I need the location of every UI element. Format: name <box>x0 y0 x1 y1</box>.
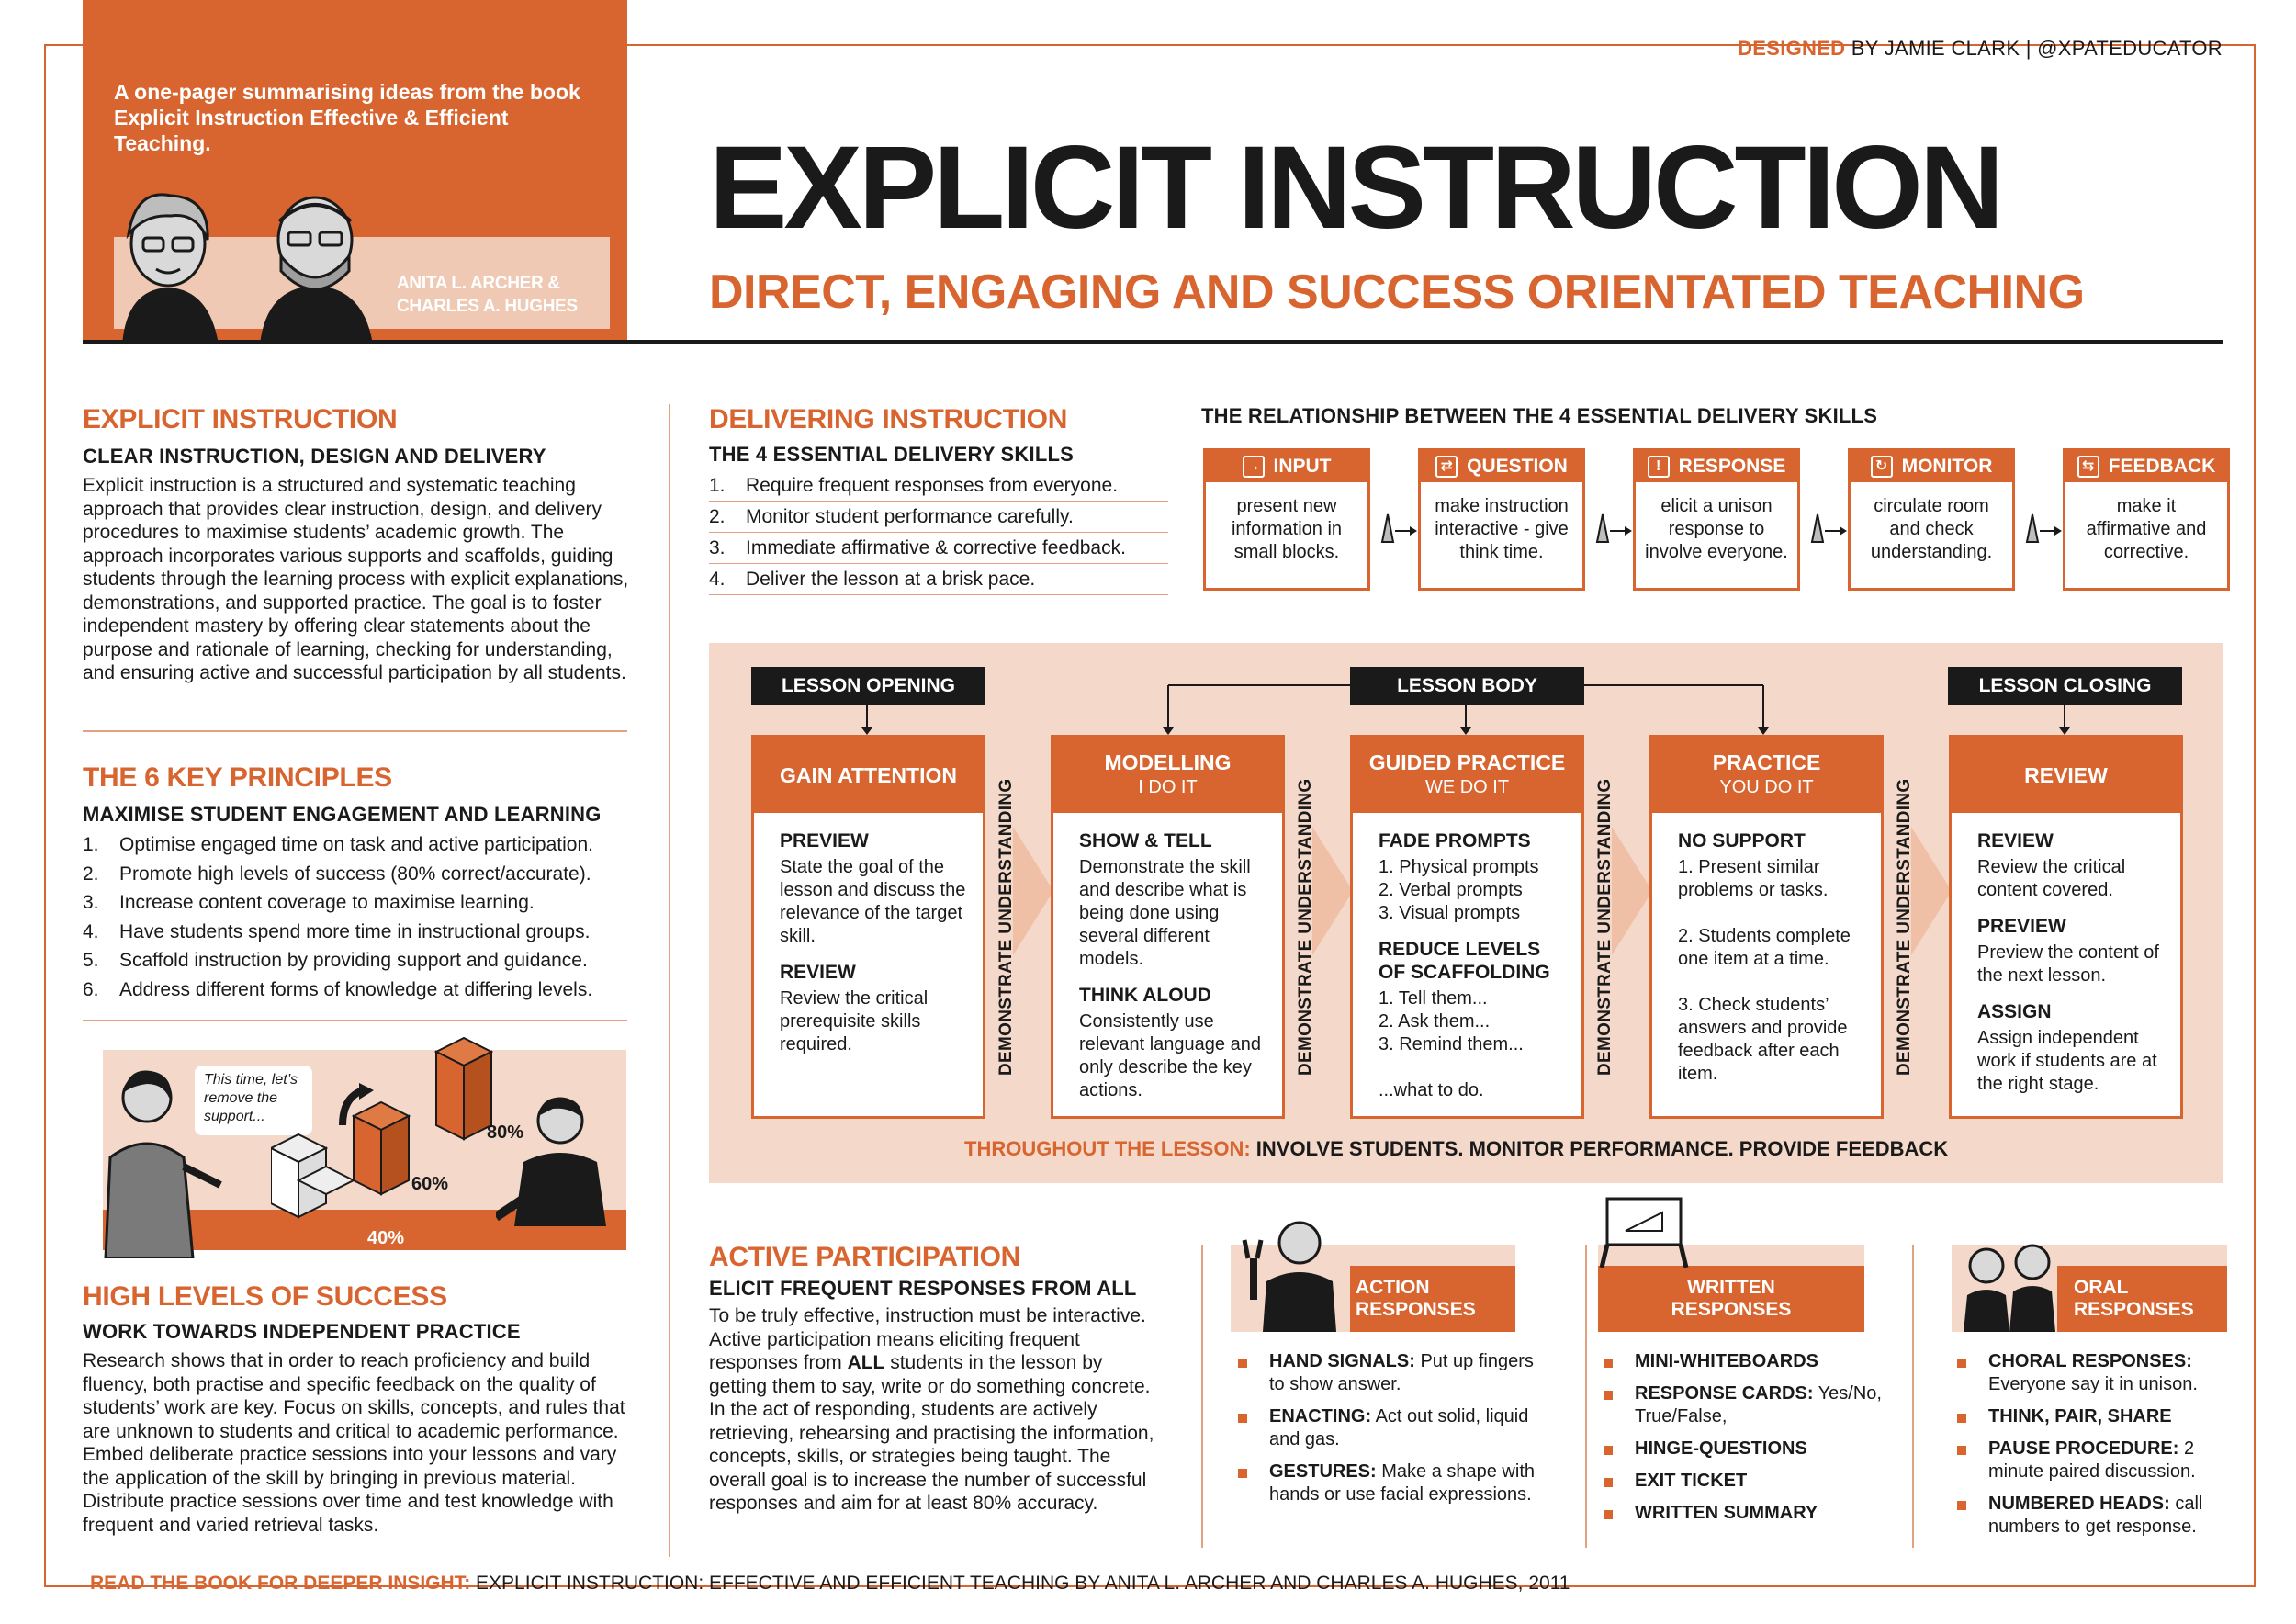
divider <box>83 1020 627 1021</box>
metronome-arrow-icon <box>1801 511 1847 547</box>
throughout-banner <box>964 1137 1948 1161</box>
list-item <box>709 502 1168 533</box>
lesson-stage-review <box>1949 735 2183 1119</box>
list-item <box>709 470 1168 502</box>
response-icon: ! <box>1648 456 1670 478</box>
response-item-text: 2 minute paired discussion. <box>1988 1438 2196 1482</box>
explicit-title: EXPLICIT INSTRUCTION <box>83 404 398 434</box>
participation-section <box>709 1242 1159 1516</box>
oral-responses-heading: ORAL RESPONSES <box>2057 1266 2227 1332</box>
item-text: Have students spend more time in instructional groups. <box>119 920 591 942</box>
written-responses-list <box>1598 1350 1901 1534</box>
list-item <box>83 888 652 918</box>
participation-body: To be truly effective, instruction must be interactive. Active participation means eliciting frequent responses from ALL students in the lesson by getting them to say, write or do something concrete. In the act of responding, students are actively retrieving, rehearsing and practising the information, concepts, skills, or strategies being taught. The overall goal is to increase the number of successful responses and aim for at least 80% accuracy. <box>709 1305 1154 1514</box>
stage-heading: PREVIEW <box>780 830 869 851</box>
action-responses-list <box>1232 1350 1536 1516</box>
explicit-subtitle: CLEAR INSTRUCTION, DESIGN AND DELIVERY <box>83 445 546 468</box>
response-item <box>1232 1460 1536 1506</box>
delivery-step-label: RESPONSE <box>1678 456 1786 477</box>
item-text: Monitor student performance carefully. <box>746 506 1074 527</box>
author-portrait-hughes-icon <box>246 179 384 344</box>
response-item <box>1598 1438 1901 1460</box>
delivery-step-header <box>1636 451 1797 482</box>
stage-text: 1. Physical prompts 2. Verbal prompts 3. Visual prompts <box>1379 857 1539 923</box>
column-divider <box>669 404 670 1557</box>
response-item-text: Act out solid, liquid and gas. <box>1269 1406 1529 1449</box>
response-item-text: Put up fingers to show answer. <box>1269 1351 1534 1394</box>
stage-text: Review the critical prerequisite skills required. <box>780 988 929 1054</box>
stage-text: Demonstrate the skill and describe what is being done using several different models. <box>1079 857 1251 969</box>
whiteboard-figure-icon <box>1598 1194 1699 1268</box>
delivery-step-question <box>1418 448 1585 591</box>
item-number: 1. <box>709 475 726 496</box>
author-portrait-archer-icon <box>99 179 237 344</box>
participation-subtitle: ELICIT FREQUENT RESPONSES FROM ALL <box>709 1277 1137 1300</box>
explicit-section <box>83 404 634 685</box>
stage-heading: NO SUPPORT <box>1678 830 1806 851</box>
response-item-label: HAND SIGNALS: <box>1269 1351 1415 1371</box>
stage-heading: ASSIGN <box>1977 1001 2052 1022</box>
lesson-body-tag: LESSON BODY <box>1350 667 1584 705</box>
footer-label: READ THE BOOK FOR DEEPER INSIGHT: <box>90 1573 471 1594</box>
stage-header <box>1652 738 1881 813</box>
demonstrate-understanding-label: DEMONSTRATE UNDERSTANDING <box>996 778 1016 1076</box>
response-item-label: CHORAL RESPONSES: <box>1988 1351 2192 1371</box>
delivery-step-header <box>2065 451 2227 482</box>
lesson-stage-modelling <box>1051 735 1285 1119</box>
action-responses-heading: ACTION RESPONSES <box>1350 1266 1515 1332</box>
demonstrate-understanding-divider <box>987 735 1052 1119</box>
delivery-step-monitor <box>1848 448 2015 591</box>
response-item <box>1598 1470 1901 1493</box>
success-body: Research shows that in order to reach proficiency and build fluency, both practise and specific feedback on the quality of students’ work are key. Focus on skills, concepts, and rules that are unknown to students and critical to academic performance. Embed deliberate practice sessions into your lessons and vary the application of the skill by bringing in previous material. Distribute practice sessions over time and test knowledge with frequent and varied retrieval tasks. <box>83 1350 625 1536</box>
success-40-label: 40% <box>367 1228 405 1248</box>
stage-header <box>754 738 983 813</box>
response-item-label: EXIT TICKET <box>1635 1471 1748 1491</box>
stage-text: Consistently use relevant language and only describe the key actions. <box>1079 1011 1261 1100</box>
stage-heading: SHOW & TELL <box>1079 830 1212 851</box>
principles-subtitle: MAXIMISE STUDENT ENGAGEMENT AND LEARNING <box>83 803 602 826</box>
response-item-label: GESTURES: <box>1269 1461 1377 1482</box>
item-number: 5. <box>83 950 99 971</box>
principles-title: THE 6 KEY PRINCIPLES <box>83 762 392 793</box>
authors-label <box>397 272 578 318</box>
monitor-icon: ↻ <box>1871 456 1893 478</box>
principles-list <box>83 830 652 1004</box>
stage-text: State the goal of the lesson and discuss the relevance of the target skill. <box>780 857 966 946</box>
divider <box>83 730 627 732</box>
stage-header <box>1353 738 1581 813</box>
speech-bubble: This time, let’s remove the support... <box>195 1066 312 1135</box>
delivery-step-header <box>1851 451 2012 482</box>
intro-text: A one-pager summarising ideas from the book Explicit Instruction Effective & Efficient Teaching. <box>114 80 580 155</box>
demonstrate-understanding-divider <box>1885 735 1950 1119</box>
demonstrate-understanding-divider <box>1586 735 1650 1119</box>
response-item-text: Yes/No, True/False, <box>1635 1383 1882 1427</box>
page-title: EXPLICIT INSTRUCTION <box>709 122 2001 254</box>
response-item <box>1232 1405 1536 1451</box>
response-item <box>1952 1350 2236 1396</box>
item-number: 3. <box>709 537 726 558</box>
feedback-icon: ⇆ <box>2077 456 2099 478</box>
delivering-subtitle: THE 4 ESSENTIAL DELIVERY SKILLS <box>709 443 1074 466</box>
divider <box>1585 1245 1587 1548</box>
stage-heading: THINK ALOUD <box>1079 985 1211 1006</box>
stage-text: Assign independent work if students are at the right stage. <box>1977 1028 2157 1094</box>
stage-title: GUIDED PRACTICE <box>1368 750 1566 774</box>
authors-line-1: ANITA L. ARCHER & <box>397 274 560 293</box>
response-item <box>1952 1493 2236 1539</box>
question-icon: ⇄ <box>1435 456 1458 478</box>
list-item <box>83 830 652 860</box>
list-item <box>83 946 652 976</box>
list-item <box>709 564 1168 595</box>
success-section <box>83 1281 634 1537</box>
response-item-label: HINGE-QUESTIONS <box>1635 1438 1807 1459</box>
metronome-arrow-icon <box>1371 511 1417 547</box>
delivery-step-text: elicit a unison response to involve everyone. <box>1645 496 1788 562</box>
stage-title: REVIEW <box>2024 762 2108 787</box>
metronome-arrow-icon <box>2016 511 2062 547</box>
stage-heading: PREVIEW <box>1977 916 2066 937</box>
item-number: 2. <box>709 506 726 527</box>
written-responses-heading: WRITTEN RESPONSES <box>1598 1266 1864 1332</box>
input-icon: → <box>1243 456 1265 478</box>
response-item-label: THINK, PAIR, SHARE <box>1988 1406 2172 1427</box>
metronome-arrow-icon <box>1586 511 1632 547</box>
delivering-title: DELIVERING INSTRUCTION <box>709 404 1068 434</box>
response-item-text: call numbers to get response. <box>1988 1494 2203 1537</box>
stage-heading: REVIEW <box>1977 830 2054 851</box>
success-subtitle: WORK TOWARDS INDEPENDENT PRACTICE <box>83 1320 521 1343</box>
delivery-step-feedback <box>2063 448 2230 591</box>
header-rule <box>83 340 2223 344</box>
divider <box>1912 1245 1914 1548</box>
stage-body <box>1952 813 2180 1096</box>
response-item <box>1598 1502 1901 1525</box>
list-item <box>709 533 1168 564</box>
response-item-label: MINI-WHITEBOARDS <box>1635 1351 1818 1371</box>
item-number: 4. <box>709 569 726 590</box>
delivering-section <box>709 404 1168 595</box>
stage-body <box>1652 813 1881 1086</box>
item-number: 2. <box>83 863 99 885</box>
response-item-text: Make a shape with hands or use facial expressions. <box>1269 1461 1536 1505</box>
stage-title: PRACTICE <box>1712 750 1821 774</box>
item-text: Promote high levels of success (80% correct/accurate). <box>119 863 591 885</box>
authors-line-2: CHARLES A. HUGHES <box>397 297 578 316</box>
response-item <box>1598 1350 1901 1373</box>
lesson-stage-guided-practice <box>1350 735 1584 1119</box>
delivery-step-response <box>1633 448 1800 591</box>
list-item <box>83 918 652 947</box>
delivery-step-label: MONITOR <box>1901 456 1993 477</box>
stage-body <box>1053 813 1282 1102</box>
item-number: 3. <box>83 892 99 913</box>
footer-text: EXPLICIT INSTRUCTION: EFFECTIVE AND EFFICIENT TEACHING BY ANITA L. ARCHER AND CHARLES A. HUGHES, 2011 <box>470 1573 1570 1594</box>
designer-credit <box>1738 37 2223 61</box>
footer <box>90 1573 1570 1595</box>
response-item-label: RESPONSE CARDS: <box>1635 1383 1814 1404</box>
stage-text: 1. Tell them... 2. Ask them... 3. Remind them... ...what to do. <box>1379 988 1524 1100</box>
response-item <box>1952 1405 2236 1428</box>
student-figure-icon <box>496 1088 634 1226</box>
delivery-step-input <box>1203 448 1370 591</box>
item-text: Deliver the lesson at a brisk pace. <box>746 569 1036 590</box>
list-item <box>83 860 652 889</box>
response-item <box>1952 1438 2236 1483</box>
delivery-step-text: make it affirmative and corrective. <box>2086 496 2207 562</box>
response-item <box>1232 1350 1536 1396</box>
stage-heading: REDUCE LEVELS OF SCAFFOLDING <box>1379 939 1550 983</box>
response-item-label: WRITTEN SUMMARY <box>1635 1503 1818 1523</box>
delivery-step-header <box>1206 451 1367 482</box>
item-number: 6. <box>83 978 99 1000</box>
stage-title: GAIN ATTENTION <box>780 762 957 787</box>
divider <box>1201 1245 1203 1548</box>
talking-pair-icon <box>1954 1240 2065 1332</box>
delivery-skills-list <box>709 470 1168 595</box>
page-subtitle: DIRECT, ENGAGING AND SUCCESS ORIENTATED TEACHING <box>709 265 2085 319</box>
item-text: Address different forms of knowledge at differing levels. <box>119 978 593 1000</box>
list-item <box>83 976 652 1005</box>
lesson-opening-tag: LESSON OPENING <box>751 667 985 705</box>
item-text: Optimise engaged time on task and active participation. <box>119 834 593 855</box>
item-number: 4. <box>83 920 99 942</box>
designer-name: BY JAMIE CLARK | @XPATEDUCATOR <box>1845 37 2223 60</box>
stage-heading: REVIEW <box>780 962 856 983</box>
demonstrate-understanding-divider <box>1287 735 1351 1119</box>
response-item-text: Everyone say it in unison. <box>1988 1374 2198 1394</box>
stage-text: Preview the content of the next lesson. <box>1977 942 2159 986</box>
response-item-label: ENACTING: <box>1269 1406 1372 1427</box>
item-text: Scaffold instruction by providing support and guidance. <box>119 950 588 971</box>
stage-text: Review the critical content covered. <box>1977 857 2126 900</box>
stage-header <box>1952 738 2180 813</box>
response-item-label: NUMBERED HEADS: <box>1988 1494 2170 1514</box>
participation-title: ACTIVE PARTICIPATION <box>709 1242 1021 1272</box>
item-text: Require frequent responses from everyone. <box>746 475 1119 496</box>
item-text: Immediate affirmative & corrective feedback. <box>746 537 1126 558</box>
stage-heading: FADE PROMPTS <box>1379 830 1531 851</box>
stage-title: MODELLING <box>1104 750 1232 774</box>
throughout-label: THROUGHOUT THE LESSON: <box>964 1137 1251 1160</box>
throughout-text: INVOLVE STUDENTS. MONITOR PERFORMANCE. PROVIDE FEEDBACK <box>1255 1137 1949 1160</box>
stage-body <box>754 813 983 1056</box>
principles-section <box>83 762 652 1004</box>
stage-subtitle: YOU DO IT <box>1719 777 1814 797</box>
success-80-label: 80% <box>487 1122 524 1143</box>
delivery-step-label: QUESTION <box>1467 456 1568 477</box>
oral-responses-list <box>1952 1350 2236 1548</box>
lesson-closing-tag: LESSON CLOSING <box>1948 667 2182 705</box>
response-item-label: PAUSE PROCEDURE: <box>1988 1438 2179 1459</box>
lesson-stage-gain-attention <box>751 735 985 1119</box>
stage-header <box>1053 738 1282 813</box>
lesson-stage-practice <box>1649 735 1884 1119</box>
item-text: Increase content coverage to maximise learning. <box>119 892 535 913</box>
success-60-label: 60% <box>411 1174 449 1194</box>
delivery-step-label: INPUT <box>1273 456 1332 477</box>
stage-subtitle: WE DO IT <box>1424 777 1510 797</box>
delivery-step-label: FEEDBACK <box>2108 456 2216 477</box>
stage-text: 1. Present similar problems or tasks. 2. Students complete one item at a time. 3. Check students’ answers and provide feedback after each item. <box>1678 857 1851 1084</box>
explicit-body: Explicit instruction is a structured and systematic teaching approach that provides clear instruction, design, and delivery procedures to maximise students’ academic growth. The approach incorporates various supports and scaffolds, guiding students through the learning process with explicit explanations, demonstrations, and supported practice. The goal is to foster independent mastery by offering clear statements about the purpose and rationale of learning, checking for understanding, and ensuring active and successful participation by all students. <box>83 475 629 683</box>
delivery-step-text: make instruction interactive - give think time. <box>1435 496 1569 562</box>
item-number: 1. <box>83 834 99 855</box>
stage-subtitle: I DO IT <box>1138 777 1198 797</box>
relationship-title: THE RELATIONSHIP BETWEEN THE 4 ESSENTIAL DELIVERY SKILLS <box>1201 404 1878 427</box>
response-item <box>1598 1382 1901 1428</box>
demonstrate-understanding-label: DEMONSTRATE UNDERSTANDING <box>1595 778 1615 1076</box>
demonstrate-understanding-label: DEMONSTRATE UNDERSTANDING <box>1895 778 1914 1076</box>
designed-label: DESIGNED <box>1738 37 1846 60</box>
delivery-step-text: present new information in small blocks. <box>1231 496 1343 562</box>
demonstrate-understanding-label: DEMONSTRATE UNDERSTANDING <box>1296 778 1315 1076</box>
stage-body <box>1353 813 1581 1102</box>
cube-steps-icon <box>271 1033 519 1231</box>
success-title: HIGH LEVELS OF SUCCESS <box>83 1281 447 1312</box>
delivery-step-header <box>1421 451 1582 482</box>
hand-signal-figure-icon <box>1235 1217 1345 1332</box>
delivery-step-text: circulate room and check understanding. <box>1870 496 1993 562</box>
